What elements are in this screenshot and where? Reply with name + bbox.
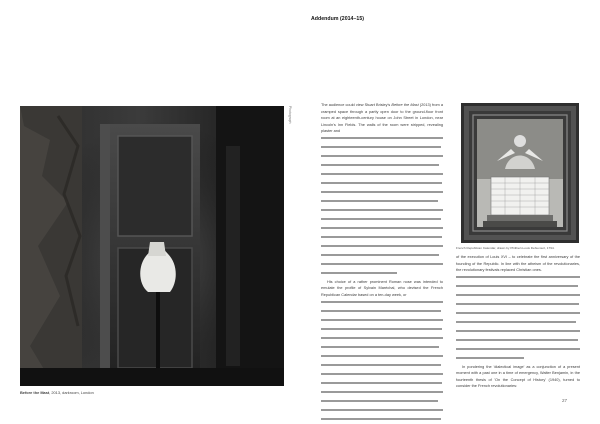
right-paragraph-2: In pondering the 'dialectical image' as a conjunction of a present moment with a past one in a time of emergency, Walter Benjamin, in the fourteenth thesis of 'On the Concept of History' (1940), turned to consider the French revolutionaries: (456, 364, 580, 389)
page-header: Addendum (2014–15) (311, 16, 365, 22)
framed-engraving-graphic (461, 103, 579, 243)
caption-rest: , 2013, darkroom, London (49, 390, 94, 395)
caption-title: Before the Mast (20, 390, 50, 395)
middle-paragraph-2: His choice of a rather prominent Roman nose was intended to emulate the profile of Sylvain Maréchal, who devised the French Republican Calendar based on a ten-day week, or (321, 279, 443, 297)
middle-continuation-lines-2 (321, 301, 443, 424)
right-image-caption: French Republican Calendar, drawn by Philibert-Louis Debucourt, 1794. (456, 246, 555, 250)
vertical-photo-credit: Photograph (288, 106, 292, 124)
darkroom-photo-graphic (20, 106, 284, 386)
middle-paragraph-1: The audience could view Stuart Brisley's Before the Mast (2013) from a cramped space through a partly open door to the ground-floor front room at an eighteenth-century house on John Street in London, near Lincoln's Inn Fields. The walls of the room were stripped, revealing plaster and (321, 103, 444, 134)
republican-calendar-image (461, 103, 579, 243)
middle-text-column (321, 102, 443, 424)
right-text-column (456, 254, 580, 390)
left-photograph (20, 106, 284, 386)
right-paragraph-1: of the execution of Louis XVI – to celebrate the first anniversary of the founding of the Republic. In line with the atheism of the revolutionaries, the revolutionary festivals replaced Christian ones. (456, 255, 580, 273)
middle-continuation-lines (321, 137, 443, 278)
right-continuation-lines (456, 276, 580, 363)
left-photo-caption (20, 390, 94, 395)
page-number: 27 (562, 398, 568, 403)
